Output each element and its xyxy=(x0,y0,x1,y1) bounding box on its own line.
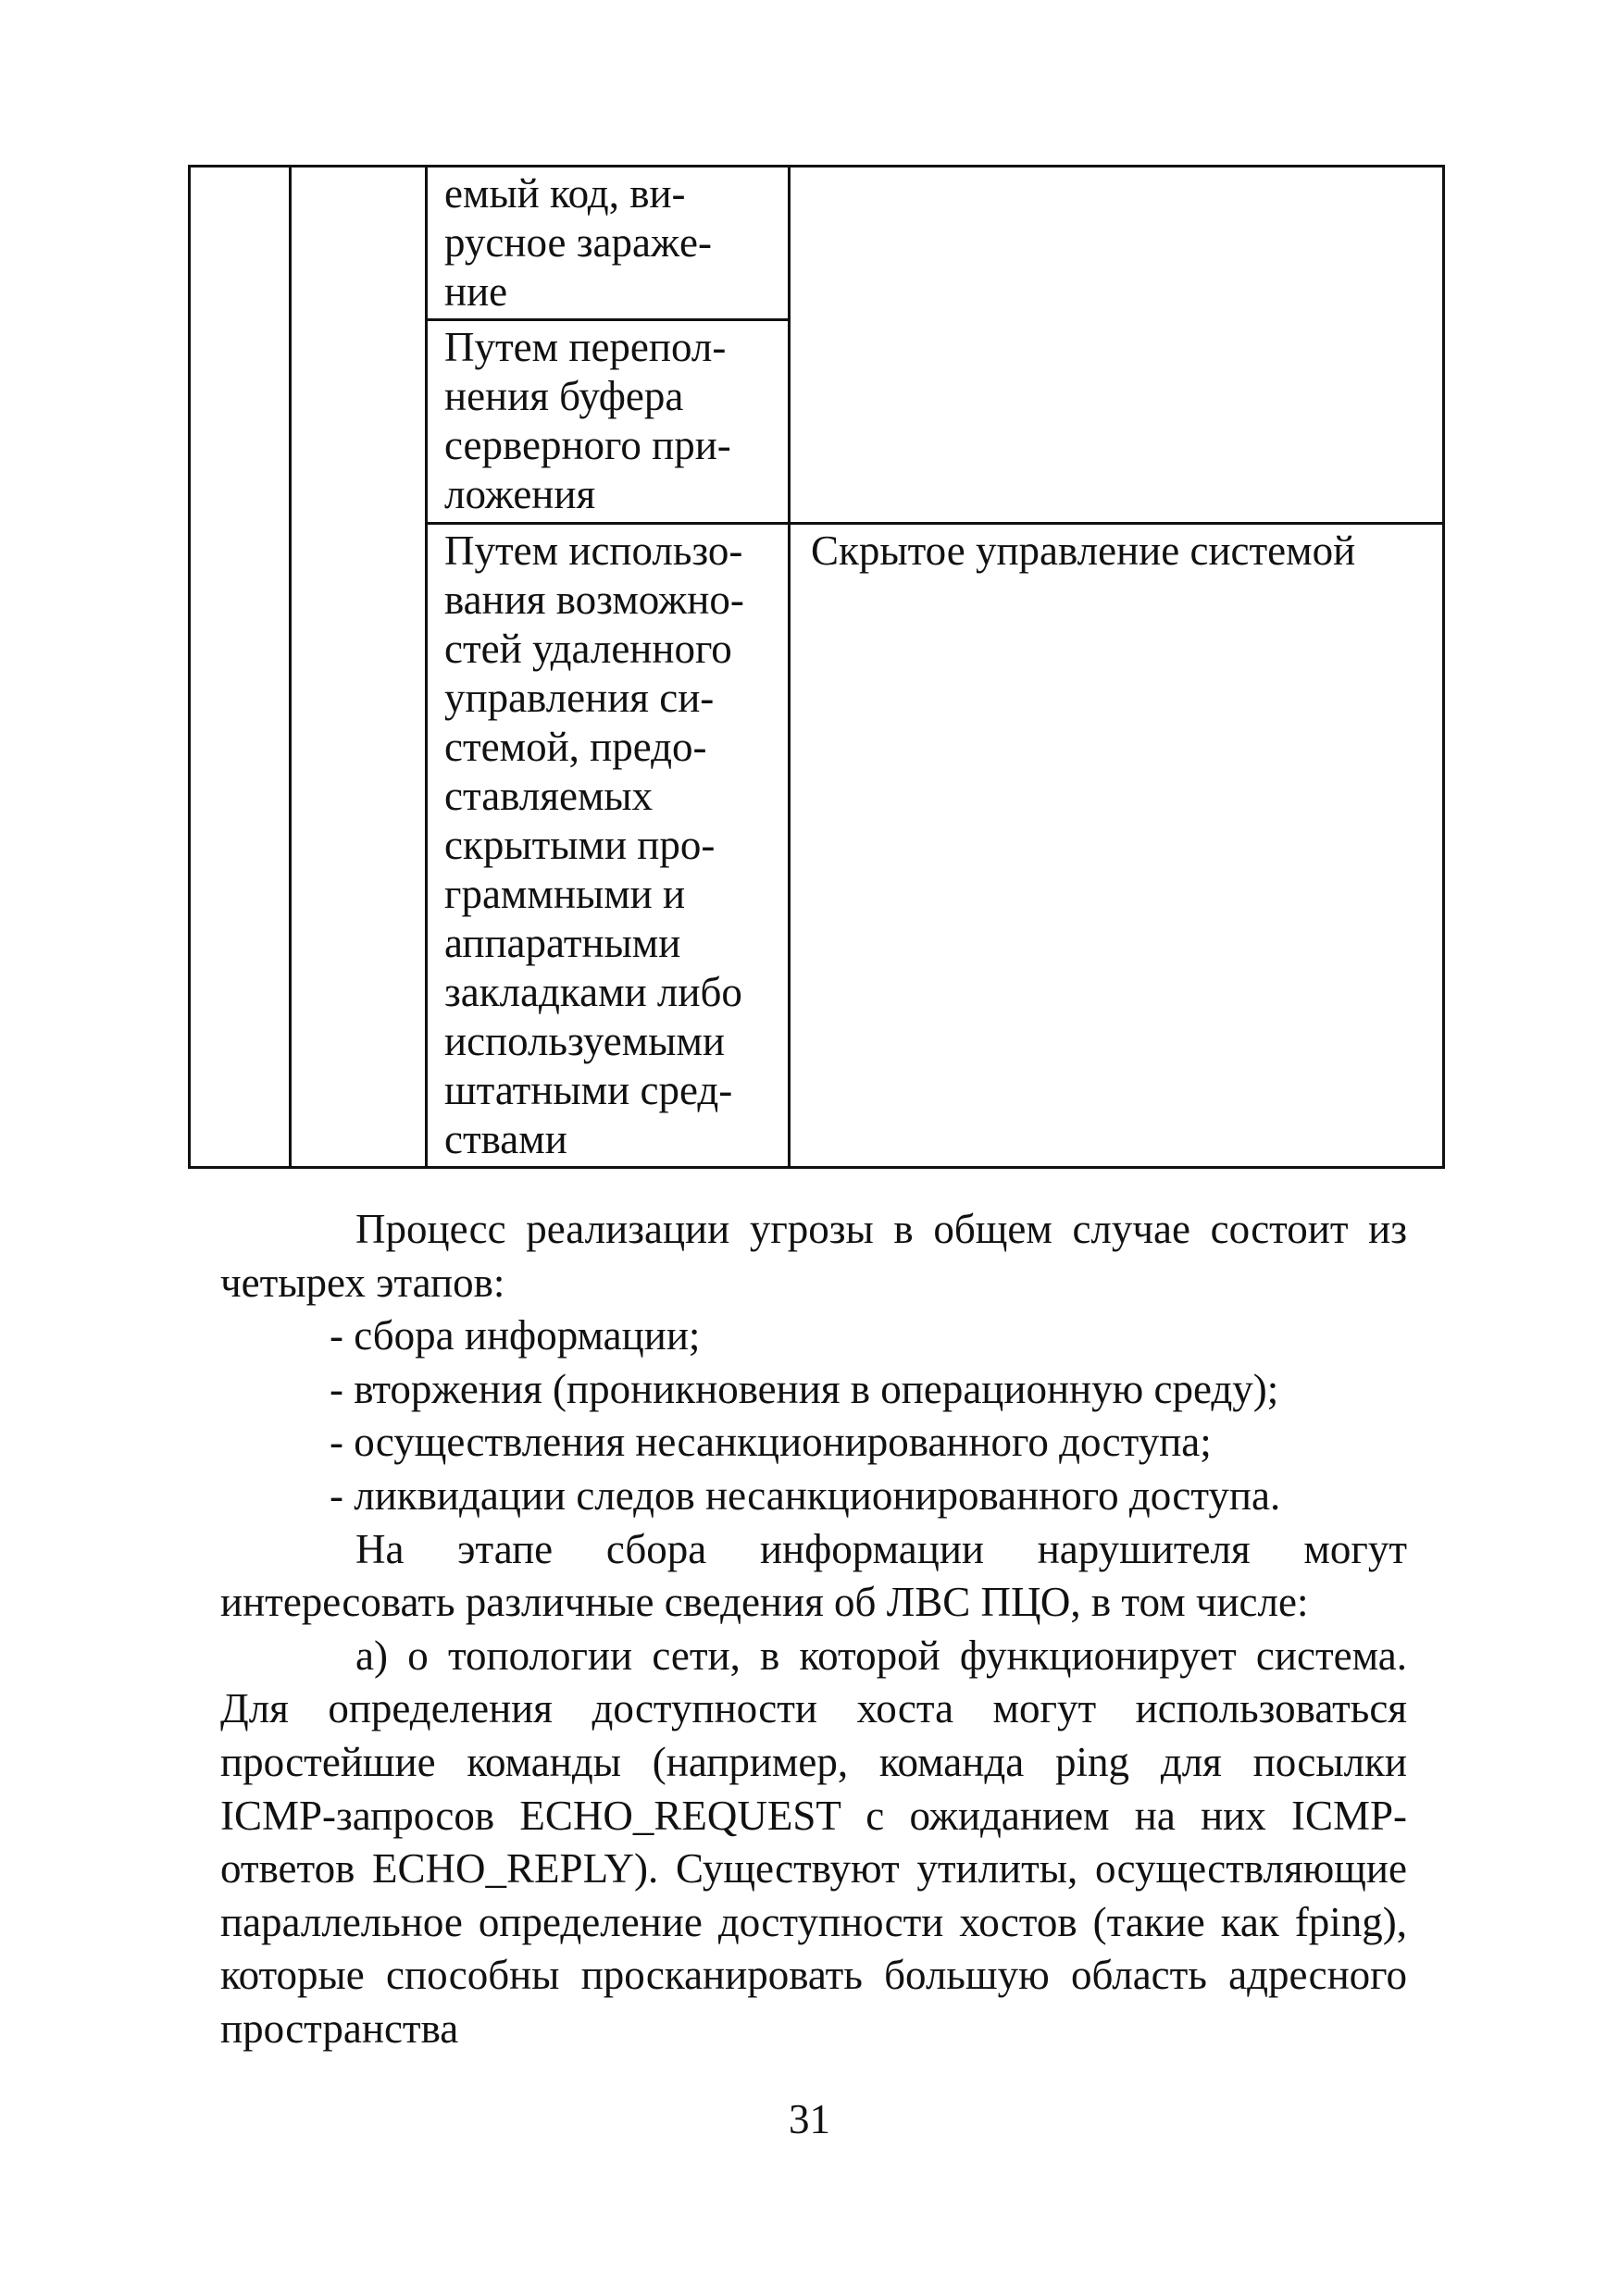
table-cell-consequence xyxy=(790,167,1444,524)
list-item-stage: - сбора информации; xyxy=(330,1312,701,1359)
threat-table xyxy=(188,165,1445,1169)
page-number: 31 xyxy=(789,2096,830,2142)
table-cell-method: Путем использо- вания возможно- стей удаленного управления си- стемой, предо- ставляемых скрытыми про- граммными и аппаратными закладками либо используемыми штатными сред- ствами xyxy=(427,524,790,1168)
list-item-stage: - вторжения (проникновения в операционную среду); xyxy=(330,1365,1279,1412)
table-cell-method: Путем перепол- нения буфера серверного при- ложения xyxy=(427,320,790,524)
table-row xyxy=(190,167,1444,320)
table-cell-method: емый код, ви- русное заражe- ние xyxy=(427,167,790,320)
table-cell-empty-col2 xyxy=(291,167,427,1168)
list-item-stage: - осуществления несанкционированного доступа; xyxy=(330,1419,1212,1466)
table-cell-empty-col1 xyxy=(190,167,291,1168)
paragraph-collection: На этапе сбора информации нарушителя могут интересовать различные сведения об ЛВС ПЦО, в том числе: xyxy=(220,1525,1407,1626)
table-cell-consequence: Скрытое управление системой xyxy=(790,524,1444,1168)
paragraph-intro: Процесс реализации угрозы в общем случае состоит из четырех этапов: xyxy=(220,1206,1407,1306)
list-item-stage: - ликвидации следов несанкционированного доступа. xyxy=(330,1471,1281,1519)
paragraph-topology: а) о топологии сети, в которой функционирует система. Для определения доступности хоста могут использоваться простейшие команды (например, команда ping для посылки ICMP-запросов ECHO_REQUEST с ожиданием на них ICMP-ответов ECHO_REPLY). Существуют утилиты, осуществляющие параллельное определение доступности хостов (такие как fping), которые способны просканировать большую область адресного пространства xyxy=(220,1632,1407,2052)
body-text xyxy=(220,1203,1407,2056)
